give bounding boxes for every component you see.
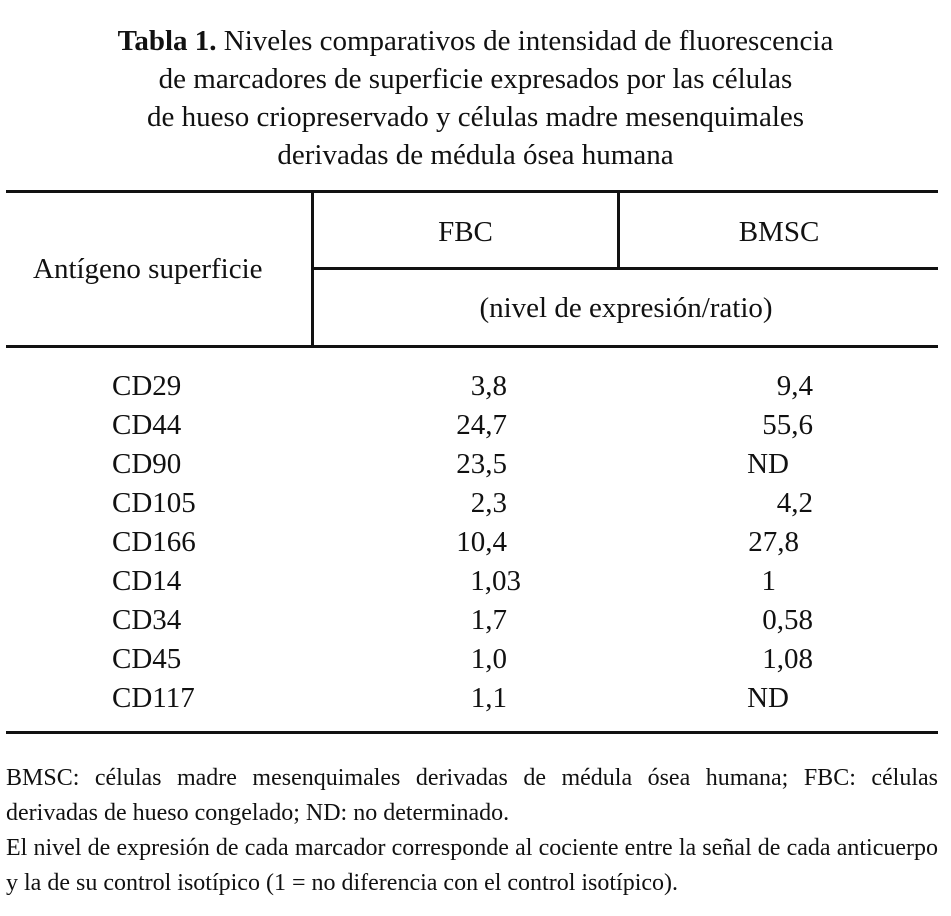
footnote-abbreviations: BMSC: células madre mesenquimales derivadas de médula ósea humana; FBC: células derivadas de hueso congelado; ND: no determinado. bbox=[6, 765, 938, 826]
table-row bbox=[0, 369, 951, 408]
table-top-rule bbox=[6, 190, 938, 193]
title-line-1 bbox=[0, 22, 951, 60]
cell-fbc: 3,8 bbox=[470, 370, 507, 402]
title-line-2: de marcadores de superficie expresados por las células bbox=[158, 63, 793, 95]
cell-antigen: CD29 bbox=[112, 370, 182, 402]
cell-bmsc: ND bbox=[747, 448, 789, 480]
footnote-expression-level: El nivel de expresión de cada marcador corresponde al cociente entre la señal de cada anticuerpo y la de su control isotípico (1 = no diferencia con el control isotípico). bbox=[6, 835, 938, 896]
cell-fbc: 2,3 bbox=[470, 487, 507, 519]
table-footnotes bbox=[6, 761, 938, 901]
title-line-4: derivadas de médula ósea humana bbox=[277, 139, 674, 171]
cell-antigen: CD90 bbox=[112, 448, 182, 480]
header-fbc: FBC bbox=[438, 216, 493, 248]
table-row bbox=[0, 447, 951, 486]
cell-fbc: 24,7 bbox=[456, 409, 507, 441]
table-title bbox=[0, 22, 951, 174]
cell-antigen: CD117 bbox=[112, 682, 195, 714]
cell-bmsc: 55,6 bbox=[762, 409, 813, 441]
table-row bbox=[0, 525, 951, 564]
cell-bmsc: 4,2 bbox=[776, 487, 813, 519]
header-antigen: Antígeno superficie bbox=[33, 253, 263, 285]
cell-fbc: 10,4 bbox=[456, 526, 507, 558]
cell-fbc: 1,1 bbox=[470, 682, 507, 714]
cell-fbc: 23,5 bbox=[456, 448, 507, 480]
cell-bmsc: 0,58 bbox=[762, 604, 813, 636]
table-row bbox=[0, 486, 951, 525]
cell-bmsc: ND bbox=[747, 682, 789, 714]
cell-bmsc: 1,08 bbox=[762, 643, 813, 675]
cell-antigen: CD45 bbox=[112, 643, 182, 675]
table-row bbox=[0, 642, 951, 681]
cell-antigen: CD44 bbox=[112, 409, 182, 441]
table-bottom-rule bbox=[6, 731, 938, 734]
cell-fbc: 1,7 bbox=[470, 604, 507, 636]
table-row bbox=[0, 564, 951, 603]
cell-bmsc: 27,8 bbox=[748, 526, 799, 558]
cell-bmsc: 9,4 bbox=[776, 370, 813, 402]
cell-antigen: CD105 bbox=[112, 487, 196, 519]
cell-antigen: CD166 bbox=[112, 526, 196, 558]
header-bottom-rule bbox=[6, 345, 938, 348]
header-sub-rule bbox=[313, 267, 938, 270]
table-row bbox=[0, 408, 951, 447]
cell-antigen: CD14 bbox=[112, 565, 182, 597]
cell-antigen: CD34 bbox=[112, 604, 182, 636]
table-row bbox=[0, 603, 951, 642]
title-text-1: Niveles comparativos de intensidad de fluorescencia bbox=[223, 25, 834, 57]
cell-fbc: 1,0 bbox=[470, 643, 507, 675]
cell-fbc: 1,03 bbox=[470, 565, 521, 597]
cell-bmsc: 1 bbox=[761, 565, 776, 597]
header-bmsc: BMSC bbox=[738, 216, 820, 248]
title-label: Tabla 1. bbox=[117, 25, 217, 57]
header-units: (nivel de expresión/ratio) bbox=[479, 292, 773, 324]
table-row bbox=[0, 681, 951, 720]
title-line-3: de hueso criopreservado y células madre mesenquimales bbox=[146, 101, 805, 133]
